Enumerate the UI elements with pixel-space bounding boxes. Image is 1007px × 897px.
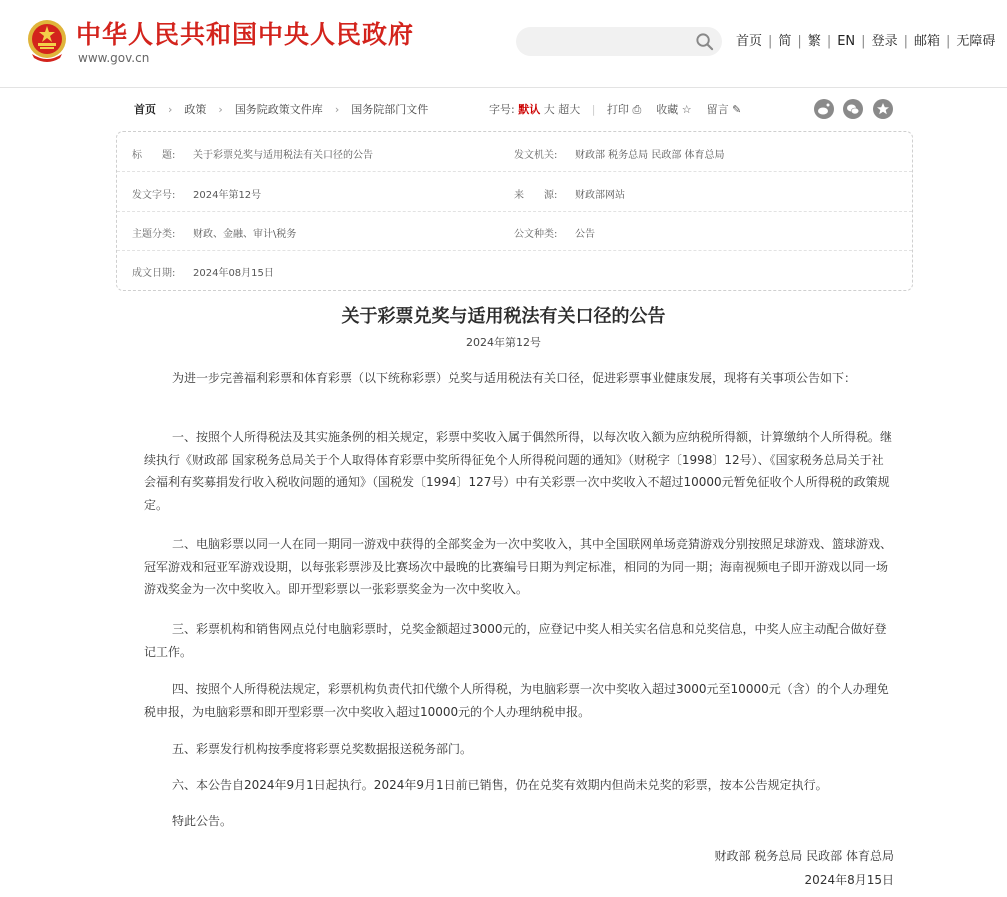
search-icon[interactable] (695, 32, 714, 51)
chevron-right-icon: › (218, 103, 223, 116)
meta-docno-value: 2024年第12号 (193, 190, 262, 201)
site-url: www.gov.cn (78, 51, 150, 65)
article-toolbar (489, 101, 741, 119)
article-paragraph: 五、彩票发行机构按季度将彩票兑奖数据报送税务部门。 (172, 742, 473, 756)
nav-divider: | (826, 34, 832, 49)
chevron-right-icon: › (334, 103, 340, 116)
comment-label: 留言 (706, 103, 729, 116)
collect-label: 收藏 (656, 103, 679, 116)
meta-issuer-value: 财政部 税务总局 民政部 体育总局 (575, 150, 725, 161)
meta-date-value: 2024年08月15日 (193, 268, 274, 279)
meta-docno-label: 发文字号: (132, 190, 176, 201)
site-header (0, 0, 1007, 88)
font-size-label: 字号: (489, 103, 515, 116)
meta-type-label: 公文种类: (514, 229, 558, 240)
print-button[interactable] (607, 103, 641, 116)
nav-mail[interactable]: 邮箱 (913, 34, 940, 49)
nav-divider: | (903, 34, 908, 49)
article-paragraph: 为进一步完善福利彩票和体育彩票（以下统称彩票）兑奖与适用税法有关口径，促进彩票事业健康发展，现将有关事项公告如下： (172, 371, 857, 385)
search-input[interactable] (516, 27, 722, 56)
font-size-default[interactable]: 默认 (518, 103, 541, 116)
signing-agencies: 财政部 税务总局 民政部 体育总局 (714, 849, 894, 863)
meta-date-label: 成文日期: (132, 268, 176, 279)
nav-divider: | (797, 34, 802, 49)
meta-source-label: 来 源: (514, 190, 558, 201)
font-size-large[interactable]: 大 (543, 103, 555, 116)
toolbar-divider: | (591, 103, 596, 116)
national-emblem-icon[interactable] (26, 18, 68, 64)
pencil-icon: ✎ (732, 103, 742, 116)
breadcrumb-home[interactable]: 首页 (134, 103, 156, 116)
article-paragraph: 四、按照个人所得税法规定，彩票机构负责代扣代缴个人所得税，为电脑彩票一次中奖收入超过3000元至10000元（含）的个人办理免税申报，为电脑彩票和即开型彩票一次中奖收入超过10000元的个人办理纳税申报。 (144, 682, 889, 719)
article-title: 关于彩票兑奖与适用税法有关口径的公告 (341, 306, 666, 327)
nav-divider: | (861, 34, 866, 49)
meta-issuer-label: 发文机关: (514, 150, 558, 161)
nav-accessibility[interactable]: 无障碍 (956, 34, 996, 49)
signing-date: 2024年8月15日 (804, 873, 894, 887)
font-size-xlarge[interactable]: 超大 (558, 103, 581, 116)
meta-row (117, 211, 912, 251)
article-paragraph: 特此公告。 (172, 814, 233, 828)
meta-title-label: 标 题: (132, 150, 176, 161)
meta-row (117, 250, 912, 289)
nav-divider: | (768, 34, 773, 49)
top-nav (736, 33, 995, 51)
document-metadata (116, 131, 913, 291)
breadcrumb-policy-library[interactable]: 国务院政策文件库 (234, 103, 323, 116)
meta-source-value: 财政部网站 (575, 190, 625, 201)
weibo-share-icon[interactable] (814, 99, 834, 119)
meta-topic-label: 主题分类: (132, 229, 176, 240)
meta-type-value: 公告 (575, 229, 595, 240)
nav-simplified[interactable]: 简 (778, 34, 792, 49)
chevron-right-icon: › (168, 103, 173, 116)
nav-divider: | (945, 34, 951, 49)
meta-row (117, 172, 912, 212)
comment-button[interactable] (707, 103, 742, 116)
meta-row (117, 132, 912, 172)
nav-english[interactable]: EN (837, 34, 856, 49)
site-title[interactable]: 中华人民共和国中央人民政府 (76, 20, 415, 49)
star-icon: ☆ (681, 103, 692, 116)
nav-home[interactable]: 首页 (736, 34, 763, 49)
article-doc-number: 2024年第12号 (466, 336, 541, 349)
article-paragraph: 三、彩票机构和销售网点兑付电脑彩票时，兑奖金额超过3000元的，应登记中奖人相关实名信息和兑奖信息，中奖人应主动配合做好登记工作。 (144, 622, 887, 659)
wechat-share-icon[interactable] (843, 99, 863, 119)
article-paragraph: 一、按照个人所得税法及其实施条例的相关规定，彩票中奖收入属于偶然所得，以每次收入额为应纳税所得额，计算缴纳个人所得税。继续执行《财政部 国家税务总局关于个人取得体育彩票中奖所得征免个人所得税问题的通知》（财税字〔1998〕12号）、《国家税务总局关于社会福利有奖募捐发行收入税收问题的通知》（国税发〔1994〕127号）中有关彩票一次中奖收入不超过10000元暂免征收个人所得税的政策规定。 (144, 430, 893, 512)
article-paragraph: 二、电脑彩票以同一人在同一期同一游戏中获得的全部奖金为一次中奖收入，其中全国联网单场竞猜游戏分别按照足球游戏、篮球游戏、冠军游戏和冠亚军游戏设期，以每张彩票涉及比赛场次中最晚的比赛编号日期为判定标准，相同的为同一期；海南视频电子即开游戏以同一场游戏奖金为一次中奖收入。即开型彩票以一张彩票奖金为一次中奖收入。 (144, 537, 893, 596)
article-paragraph: 六、本公告自2024年9月1日起执行。2024年9月1日前已销售，仍在兑奖有效期内但尚未兑奖的彩票，按本公告规定执行。 (172, 778, 828, 792)
meta-title-value: 关于彩票兑奖与适用税法有关口径的公告 (193, 150, 373, 161)
meta-topic-value: 财政、金融、审计\税务 (193, 229, 297, 240)
print-label: 打印 (606, 103, 629, 116)
nav-login[interactable]: 登录 (871, 34, 898, 49)
breadcrumb-department-docs[interactable]: 国务院部门文件 (351, 103, 429, 116)
nav-traditional[interactable]: 繁 (807, 34, 821, 49)
breadcrumb-policy[interactable]: 政策 (184, 103, 207, 116)
printer-icon: ⎙ (632, 103, 642, 116)
favorite-share-icon[interactable] (873, 99, 893, 119)
collect-button[interactable] (656, 103, 691, 116)
